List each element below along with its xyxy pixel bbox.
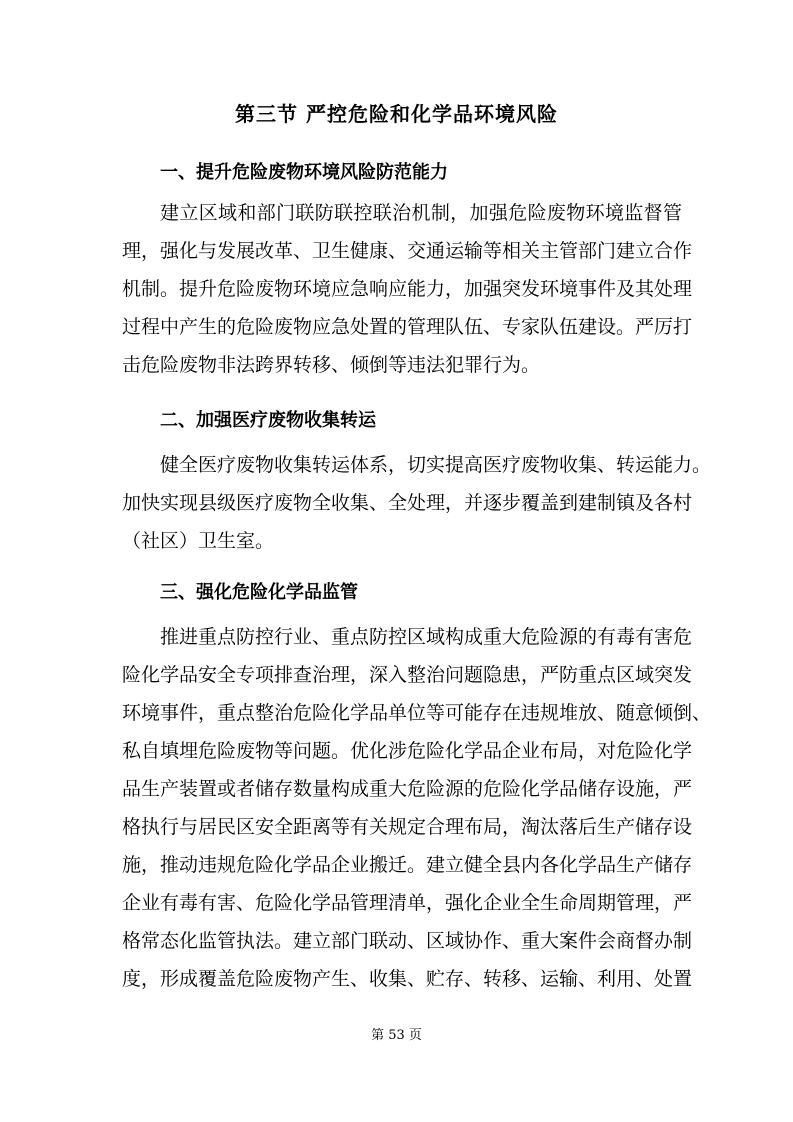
paragraph-line: 健全医疗废物收集转运体系，切实提高医疗废物收集、转运能力。 [160,454,712,476]
paragraph-line: 格常态化监管执法。建立部门联动、区域协作、重大案件会商督办制 [122,930,693,952]
paragraph-line: 度，形成覆盖危险废物产生、收集、贮存、转移、运输、利用、处置 [122,968,693,990]
paragraph-line: 企业有毒有害、危险化学品管理清单，强化企业全生命周期管理，严 [122,892,693,914]
paragraph-line: 品生产装置或者储存数量构成重大危险源的危险化学品储存设施，严 [122,778,693,800]
paragraph-line: （社区）卫生室。 [122,530,275,552]
paragraph-line: 过程中产生的危险废物应急处置的管理队伍、专家队伍建设。严厉打 [122,316,693,338]
paragraph-1 [122,194,693,384]
paragraph-line: 推进重点防控行业、重点防控区域构成重大危险源的有毒有害危 [160,626,693,648]
section-title: 第三节 严控危险和化学品环境风险 [235,102,558,126]
page-number: 第 53 页 [371,1028,422,1043]
paragraph-line: 环境事件，重点整治危险化学品单位等可能存在违规堆放、随意倾倒、 [122,702,712,724]
paragraph-line: 理，强化与发展改革、卫生健康、交通运输等相关主管部门建立合作 [122,240,693,262]
paragraph-line: 机制。提升危险废物环境应急响应能力，加强突发环境事件及其处理 [122,278,693,300]
paragraph-3 [122,618,712,998]
subsection-heading-1: 一、提升危险废物环境风险防范能力 [160,162,448,183]
paragraph-line: 私自填埋危险废物等问题。优化涉危险化学品企业布局，对危险化学 [122,740,693,762]
subsection-heading-3: 三、强化危险化学品监管 [160,582,358,603]
paragraph-2 [122,446,712,560]
paragraph-line: 击危险废物非法跨界转移、倾倒等违法犯罪行为。 [122,354,541,376]
paragraph-line: 建立区域和部门联防联控联治机制，加强危险废物环境监督管 [160,202,682,224]
paragraph-line: 加快实现县级医疗废物全收集、全处理，并逐步覆盖到建制镇及各村 [122,492,693,514]
paragraph-line: 险化学品安全专项排查治理，深入整治问题隐患，严防重点区域突发 [122,664,693,686]
paragraph-line: 格执行与居民区安全距离等有关规定合理布局，淘汰落后生产储存设 [122,816,693,838]
paragraph-line: 施，推动违规危险化学品企业搬迁。建立健全县内各化学品生产储存 [122,854,693,876]
subsection-heading-2: 二、加强医疗废物收集转运 [160,410,376,431]
